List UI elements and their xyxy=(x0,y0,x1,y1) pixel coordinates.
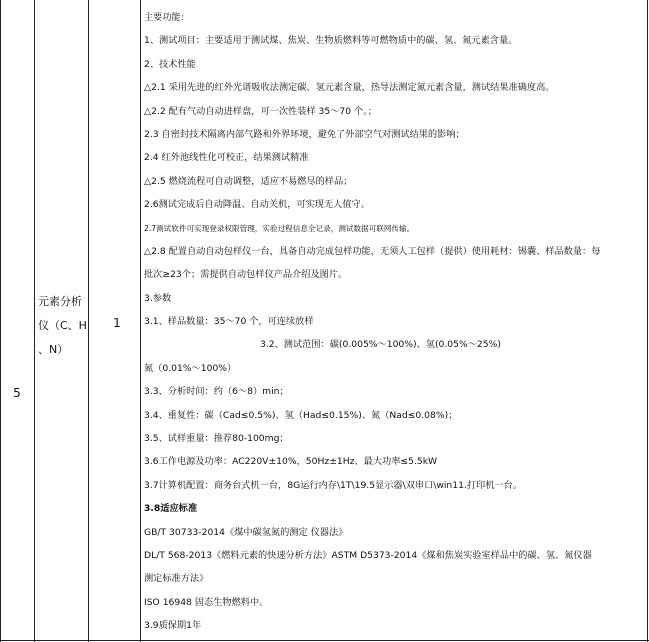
spec-line: 3.1、样品数量：35～70 个，可连续放样 xyxy=(144,316,314,328)
item-quantity: 1 xyxy=(113,316,121,330)
spec-line: △2.1 采用先进的红外光谱吸收法测定碳、氢元素含量，热导法测定氮元素含量，测试结果准确度高。 xyxy=(144,82,555,94)
item-name-line: 元素分析 xyxy=(38,295,82,308)
spec-line: 氮（0.01%～100%） xyxy=(144,362,237,374)
table-border-bottom xyxy=(0,640,649,641)
specification-content xyxy=(144,6,646,638)
table-border-right xyxy=(647,0,648,642)
spec-line: ISO 16948 固态生物燃料中。 xyxy=(144,596,269,608)
column-divider-2 xyxy=(88,0,89,642)
column-divider-3 xyxy=(140,0,141,642)
item-name-line: 仪（C、H xyxy=(38,319,87,332)
spec-line: 1、测试项目：主要适用于测试煤、焦炭、生物质燃料等可燃物质中的碳、氢、氮元素含量。 xyxy=(144,35,518,47)
spec-line: 3.9质保期1年 xyxy=(144,620,202,632)
spec-line: 3.8适应标准 xyxy=(144,503,198,515)
spec-line: 2.6测试完成后自动降温、自动关机，可实现无人值守。 xyxy=(144,199,370,211)
spec-line: 3.5、试样重量：推荐80-100mg； xyxy=(144,433,289,445)
spec-line: GB/T 30733-2014《煤中碳氢氮的测定 仪器法》 xyxy=(144,526,348,538)
item-name-line: 、N） xyxy=(38,343,69,356)
spec-line: △2.5 燃烧流程可自动调整，适应不易燃尽的样品； xyxy=(144,175,353,187)
spec-line: 测定标准方法》 xyxy=(144,573,209,585)
spec-line: 3.3、分析时间：约（6～8）min； xyxy=(144,386,289,398)
spec-line: 2.7测试软件可实现登录权限管理，实验过程信息全记录，测试数据可联网传输。 xyxy=(144,223,415,233)
spec-line: △2.2 配有气动自动进样盘，可一次性装样 35～70 个。； xyxy=(144,105,377,117)
spec-line: 3.4、重复性：碳（Cad≤0.5%)、氢（Had≤0.15%)、氮（Nad≤0.08%)； xyxy=(144,409,458,421)
spec-line: 2.3 自密封技术隔离内部气路和外界环境，避免了外部空气对测试结果的影响； xyxy=(144,128,465,140)
spec-line: 3.7计算机配置：商务台式机一台，8G运行内存\1T\19.5显示器\双串口\win11.打印机一台。 xyxy=(144,479,522,491)
spec-line: 2、技术性能 xyxy=(144,58,196,70)
spec-line: DL/T 568-2013《燃料元素的快速分析方法》ASTM D5373-2014《煤和焦炭实验室样品中的碳、氢、氮仪器 xyxy=(144,549,592,561)
spec-line: 3.2、测试范围：碳(0.005%～100%)、氢(0.05%～25%) xyxy=(260,339,501,351)
spec-line: 主要功能: xyxy=(144,12,184,23)
row-index: 5 xyxy=(13,386,21,400)
spec-line: 3.参数 xyxy=(144,292,172,304)
table-border-left xyxy=(0,0,1,642)
column-divider-1 xyxy=(34,0,35,642)
spec-line: 2.4 红外池线性化可校正，结果测试精准 xyxy=(144,152,309,164)
spec-line: △2.8 配置自动自动包样仪一台，具备自动完成包样功能，无须人工包样（提供）使用耗材：锡囊、样品数量：每 xyxy=(144,245,601,257)
spec-line: 批次≥23个；需提供自动包样仪产品介绍及图片。 xyxy=(144,269,348,281)
item-name xyxy=(38,290,88,362)
spec-line: 3.6工作电源及功率：AC220V±10%，50Hz±1Hz、最大功率≤5.5kW xyxy=(144,456,438,468)
